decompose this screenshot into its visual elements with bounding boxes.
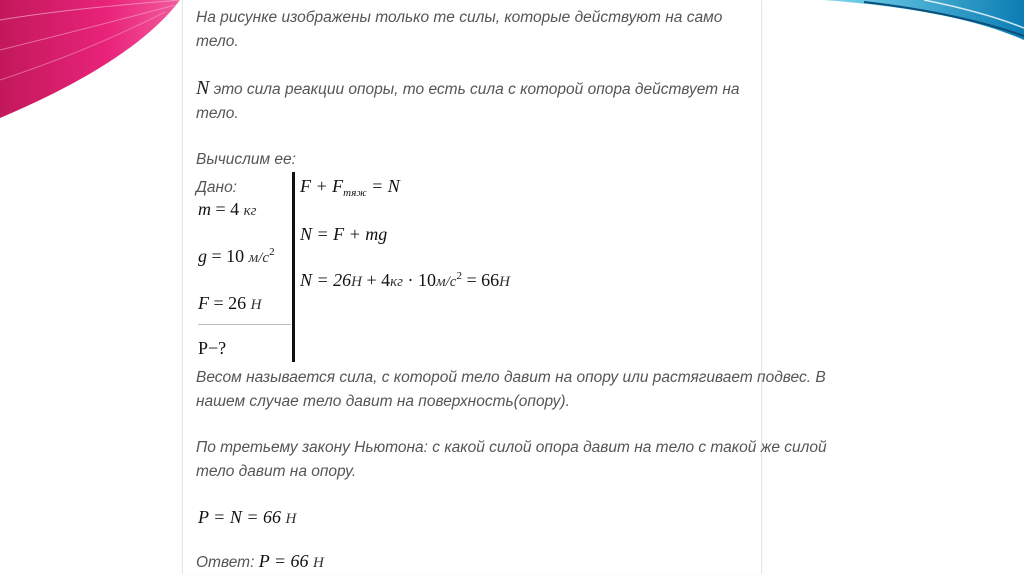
paragraph-forces-line1: На рисунке изображены только те силы, которые действуют на само xyxy=(196,9,723,26)
equation-calculation: $N = 26Н + 4кг \cdot 10м/с^2 = 66Н$ xyxy=(300,270,510,290)
given-divider xyxy=(198,324,291,325)
equation-normal: N = F + mg xyxy=(300,224,388,244)
paragraph-newton-line1: По третьему закону Ньютона: с какой силой опора давит на тело с такой же силой xyxy=(196,439,827,456)
normal-force-symbol: N xyxy=(196,77,210,99)
given-mass: m = 4 кг xyxy=(198,199,257,219)
given-gravity: g = 10 $м/с^2$ xyxy=(198,246,275,266)
given-force: F = 26 Н xyxy=(198,293,262,313)
given-solution-separator xyxy=(292,172,295,362)
blue-swoosh-decoration xyxy=(824,0,1024,60)
paragraph-weight-line1: Весом называется сила, с которой тело давит на опору или растягивает подвес. В xyxy=(196,369,826,386)
paragraph-newton-line2: тело давит на опору. xyxy=(196,463,357,480)
paragraph-forces-line2: тело. xyxy=(196,33,239,50)
answer-line: Ответ: P = 66 Н xyxy=(196,551,324,571)
given-label: Дано: xyxy=(196,179,237,196)
pink-swoosh-decoration xyxy=(0,0,180,130)
paragraph-normal-force-line2: тело. xyxy=(196,105,239,122)
equation-forces: $F + F_{тяж} = N$ xyxy=(300,176,400,199)
paragraph-normal-force-line1 xyxy=(196,76,740,102)
answer-label: Ответ: xyxy=(196,554,259,571)
paragraph-normal-force-text: это сила реакции опоры, то есть сила с которой опора действует на xyxy=(209,81,740,98)
find-weight: P−? xyxy=(198,338,227,358)
paragraph-weight-line2: нашем случае тело давит на поверхность(опору). xyxy=(196,393,570,410)
paragraph-calculate: Вычислим ее: xyxy=(196,151,296,168)
result-equation: P = N = 66 Н xyxy=(198,507,297,527)
